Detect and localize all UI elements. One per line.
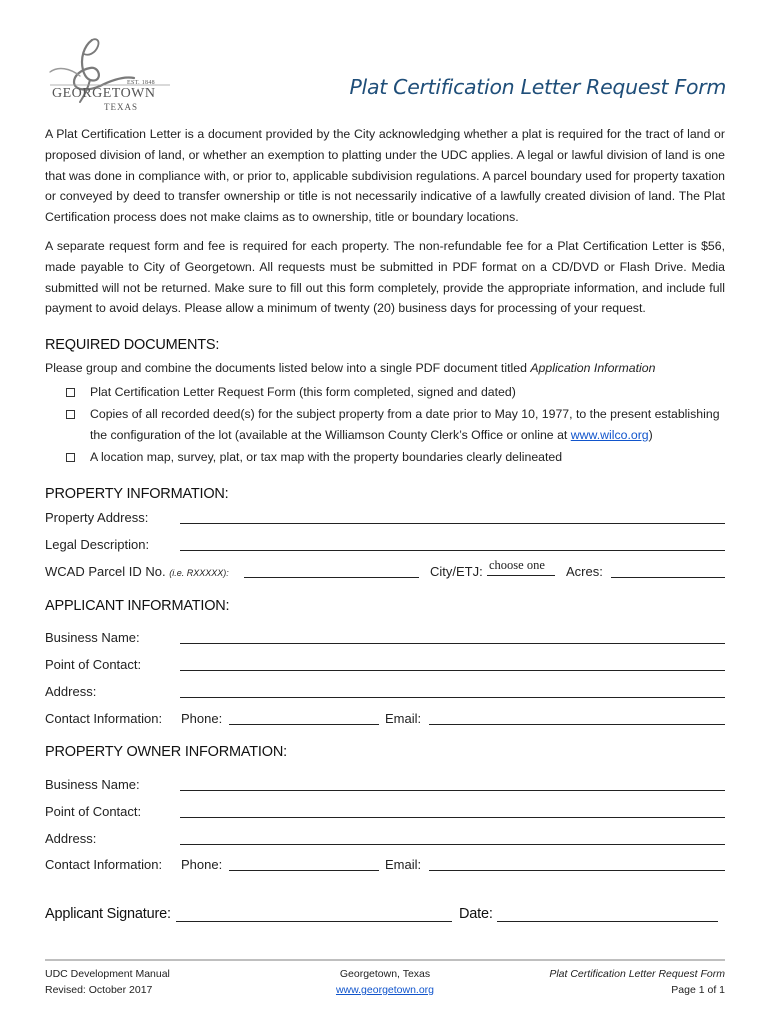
applicant-contact-label: Point of Contact: bbox=[45, 657, 142, 672]
intro-paragraph-2: A separate request form and fee is required for each property. The non-refundable fee for a Plat Certification Letter is $56, made payable to City of Georgetown. All requests must be submitted in PDF format on a CD/DVD or Flash Drive. Media submitted will not be returned. Make sure to fill out this form completely, provide the appropriate information, and include full payment to avoid delays. Please allow a minimum of twenty (20) business days for processing of your request. bbox=[45, 239, 725, 316]
list-item-text: Plat Certification Letter Request Form (this form completed, signed and dated) bbox=[90, 385, 516, 399]
georgetown-logo bbox=[40, 36, 180, 116]
signature-date-field[interactable] bbox=[497, 921, 718, 922]
city-etj-underline bbox=[487, 575, 555, 576]
required-documents-heading: REQUIRED DOCUMENTS: bbox=[45, 337, 220, 353]
footer-divider bbox=[45, 959, 725, 961]
applicant-email-label: Email: bbox=[385, 711, 422, 726]
applicant-address-label: Address: bbox=[45, 684, 97, 699]
wcad-parcel-label-text: WCAD Parcel ID No. bbox=[45, 564, 166, 579]
owner-address-field[interactable] bbox=[180, 844, 725, 845]
applicant-phone-label: Phone: bbox=[181, 711, 223, 726]
wcad-parcel-note: (i.e. RXXXXX): bbox=[169, 568, 229, 578]
list-item bbox=[66, 382, 726, 404]
footer-center bbox=[285, 966, 485, 998]
checkbox-bullet-icon bbox=[66, 388, 75, 397]
city-etj-label: City/ETJ: bbox=[430, 564, 483, 579]
logo-est: EST. 1848 bbox=[127, 80, 155, 86]
applicant-business-label: Business Name: bbox=[45, 630, 140, 645]
footer-manual-name: UDC Development Manual bbox=[45, 968, 170, 980]
applicant-phone-field[interactable] bbox=[229, 724, 379, 725]
acres-label: Acres: bbox=[566, 564, 603, 579]
footer-page-number: Page 1 of 1 bbox=[671, 984, 725, 996]
property-owner-heading: PROPERTY OWNER INFORMATION: bbox=[45, 744, 287, 760]
footer-revised-date: Revised: October 2017 bbox=[45, 984, 153, 996]
signature-date-label: Date: bbox=[459, 906, 493, 922]
required-documents-intro-text: Please group and combine the documents listed below into a single PDF document titled bbox=[45, 361, 531, 375]
wilco-link[interactable]: www.wilco.org bbox=[570, 428, 649, 442]
footer-form-name: Plat Certification Letter Request Form bbox=[549, 968, 725, 980]
georgetown-website-link[interactable]: www.georgetown.org bbox=[335, 984, 435, 996]
applicant-contact-info-label: Contact Information: bbox=[45, 711, 163, 726]
owner-phone-label: Phone: bbox=[181, 857, 223, 872]
required-documents-list bbox=[66, 382, 726, 468]
footer-city: Georgetown, Texas bbox=[339, 968, 431, 980]
application-information-title: Application Information bbox=[530, 361, 656, 375]
applicant-information-heading: APPLICANT INFORMATION: bbox=[45, 598, 230, 614]
applicant-signature-label: Applicant Signature: bbox=[45, 906, 171, 922]
property-address-label: Property Address: bbox=[45, 510, 149, 525]
form-title: Plat Certification Letter Request Form bbox=[349, 75, 726, 99]
required-documents-intro bbox=[45, 361, 655, 375]
owner-email-label: Email: bbox=[385, 857, 422, 872]
owner-business-label: Business Name: bbox=[45, 777, 140, 792]
footer-left bbox=[45, 966, 170, 998]
owner-contact-label: Point of Contact: bbox=[45, 804, 142, 819]
logo-city: GEORGETOWN bbox=[52, 86, 156, 101]
list-item-text-after: ) bbox=[648, 428, 653, 442]
applicant-contact-field[interactable] bbox=[180, 670, 725, 671]
property-information-heading: PROPERTY INFORMATION: bbox=[45, 486, 229, 502]
wcad-parcel-field[interactable] bbox=[244, 577, 419, 578]
intro-paragraph-1: A Plat Certification Letter is a document provided by the City acknowledging whether a plat is required for the tract of land or proposed division of land, or whether an exemption to platting under the UDC applies. A legal or lawful division of land is one that was done in compliance with, or prior to, applicable subdivision regulations. A parcel boundary used for property taxation or conveyed by deed to transfer ownership or title is not necessarily indicative of a lawfully created division of land. The Plat Certification process does not make claims as to ownership, title or boundary locations. bbox=[45, 127, 725, 225]
checkbox-bullet-icon bbox=[66, 453, 75, 462]
owner-contact-field[interactable] bbox=[180, 817, 725, 818]
owner-address-label: Address: bbox=[45, 831, 97, 846]
wcad-parcel-label bbox=[45, 564, 229, 579]
owner-email-field[interactable] bbox=[429, 870, 725, 871]
owner-phone-field[interactable] bbox=[229, 870, 379, 871]
logo-state: TEXAS bbox=[104, 102, 138, 112]
property-address-field[interactable] bbox=[180, 523, 725, 524]
list-item bbox=[66, 447, 726, 469]
applicant-email-field[interactable] bbox=[429, 724, 725, 725]
owner-business-field[interactable] bbox=[180, 790, 725, 791]
list-item-text: Copies of all recorded deed(s) for the subject property from a date prior to May 10, 1977, to the present establishing the configuration of the lot (available at the Williamson County Clerk’s Office or online at bbox=[90, 406, 720, 442]
footer-right bbox=[549, 966, 725, 998]
legal-description-label: Legal Description: bbox=[45, 537, 150, 552]
city-etj-select[interactable]: choose one bbox=[489, 558, 545, 572]
acres-field[interactable] bbox=[611, 577, 725, 578]
list-item-text: A location map, survey, plat, or tax map with the property boundaries clearly delineated bbox=[90, 449, 563, 464]
legal-description-field[interactable] bbox=[180, 550, 725, 551]
applicant-address-field[interactable] bbox=[180, 697, 725, 698]
owner-contact-info-label: Contact Information: bbox=[45, 857, 163, 872]
list-item bbox=[66, 404, 726, 447]
applicant-signature-field[interactable] bbox=[176, 921, 452, 922]
applicant-business-field[interactable] bbox=[180, 643, 725, 644]
checkbox-bullet-icon bbox=[66, 410, 75, 419]
